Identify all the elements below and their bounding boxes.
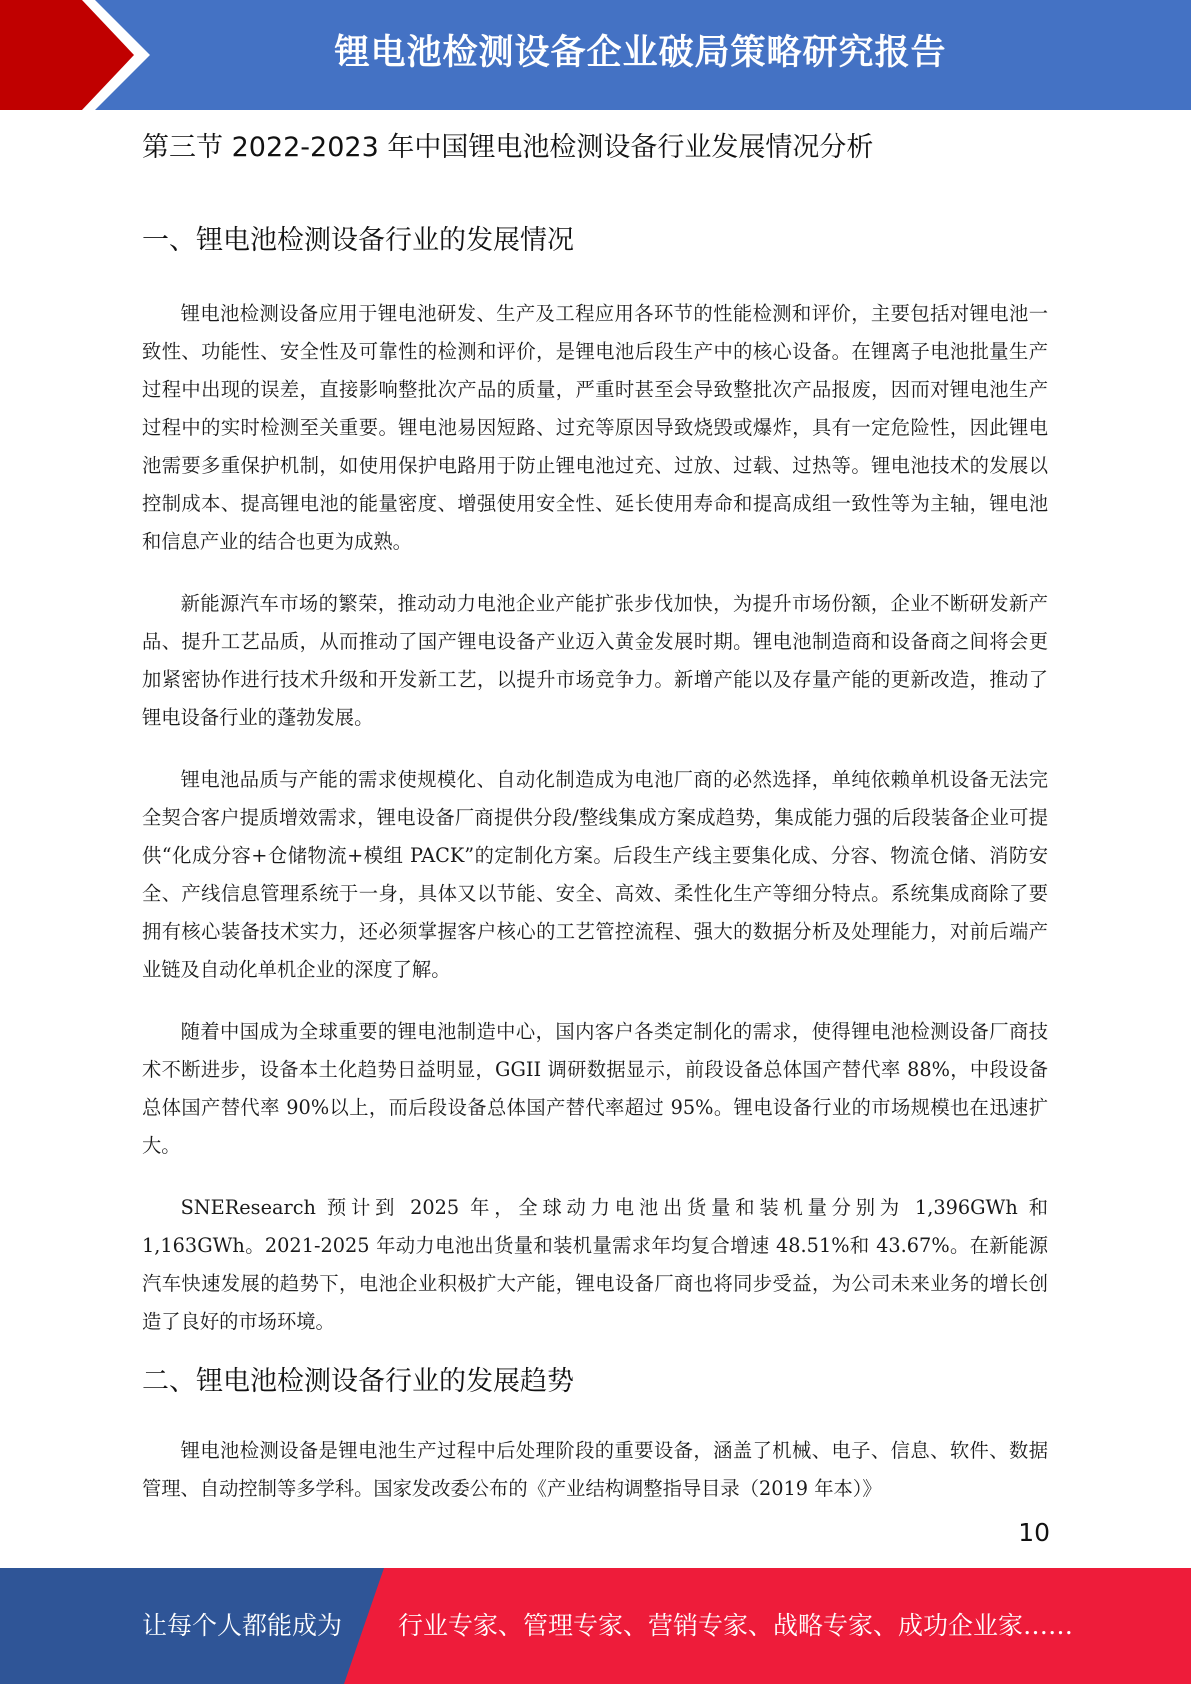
footer-slogan-left: 让每个人都能成为	[142, 1611, 343, 1640]
paragraph: 锂电池检测设备应用于锂电池研发、生产及工程应用各环节的性能检测和评价，主要包括对锂电池一致性、功能性、安全性及可靠性的检测和评价，是锂电池后段生产中的核心设备。在锂离子电池批量生产过程中出现的误差，直接影响整批次产品的质量，严重时甚至会导致整批次产品报废，因而对锂电池生产过程中的实时检测至关重要。锂电池易因短路、过充等原因导致烧毁或爆炸，具有一定危险性，因此锂电池需要多重保护机制，如使用保护电路用于防止锂电池过充、过放、过载、过热等。锂电池技术的发展以控制成本、提高锂电池的能量密度、增强使用安全性、延长使用寿命和提高成组一致性等为主轴，锂电池和信息产业的结合也更为成熟。	[142, 302, 1048, 553]
paragraph: 新能源汽车市场的繁荣，推动动力电池企业产能扩张步伐加快，为提升市场份额，企业不断研发新产品、提升工艺品质，从而推动了国产锂电设备产业迈入黄金发展时期。锂电池制造商和设备商之间将会更加紧密协作进行技术升级和开发新工艺，以提升市场竞争力。新增产能以及存量产能的更新改造，推动了锂电设备行业的蓬勃发展。	[142, 592, 1048, 729]
section-title: 第三节 2022-2023 年中国锂电池检测设备行业发展情况分析	[142, 132, 874, 163]
page-footer	[0, 1568, 1191, 1684]
header-arrow-icon	[0, 0, 160, 110]
subsection-title-1: 一、锂电池检测设备行业的发展情况	[142, 225, 574, 256]
footer-slogan-right: 行业专家、管理专家、营销专家、战略专家、成功企业家……	[398, 1611, 1074, 1640]
subsection-title-2: 二、锂电池检测设备行业的发展趋势	[142, 1366, 574, 1397]
paragraph: 锂电池检测设备是锂电池生产过程中后处理阶段的重要设备，涵盖了机械、电子、信息、软件、数据管理、自动控制等多学科。国家发改委公布的《产业结构调整指导目录（2019 年本）》	[142, 1439, 1048, 1500]
report-title: 锂电池检测设备企业破局策略研究报告	[334, 33, 947, 73]
page-content	[142, 128, 1048, 1508]
page-number: 10	[1018, 1518, 1050, 1547]
paragraph: 锂电池品质与产能的需求使规模化、自动化制造成为电池厂商的必然选择，单纯依赖单机设备无法完全契合客户提质增效需求，锂电设备厂商提供分段/整线集成方案成趋势，集成能力强的后段装备企业可提供“化成分容+仓储物流+模组 PACK”的定制化方案。后段生产线主要集化成、分容、物流仓储、消防安全、产线信息管理系统于一身，具体又以节能、安全、高效、柔性化生产等细分特点。系统集成商除了要拥有核心装备技术实力，还必须掌握客户核心的工艺管控流程、强大的数据分析及处理能力，对前后端产业链及自动化单机企业的深度了解。	[142, 768, 1048, 981]
paragraph: 随着中国成为全球重要的锂电池制造中心，国内客户各类定制化的需求，使得锂电池检测设备厂商技术不断进步，设备本土化趋势日益明显，GGII 调研数据显示，前段设备总体国产替代率 88%，中段设备总体国产替代率 90%以上，而后段设备总体国产替代率超过 95%。锂电设备行业的市场规模也在迅速扩大。	[142, 1020, 1048, 1157]
page-header	[0, 0, 1191, 110]
paragraph: SNEResearch 预计到 2025 年，全球动力电池出货量和装机量分别为 1,396GWh 和 1,163GWh。2021-2025 年动力电池出货量和装机量需求年均复合增速 48.51%和 43.67%。在新能源汽车快速发展的趋势下，电池企业积极扩大产能，锂电设备厂商也将同步受益，为公司未来业务的增长创造了良好的市场环境。	[142, 1196, 1048, 1333]
